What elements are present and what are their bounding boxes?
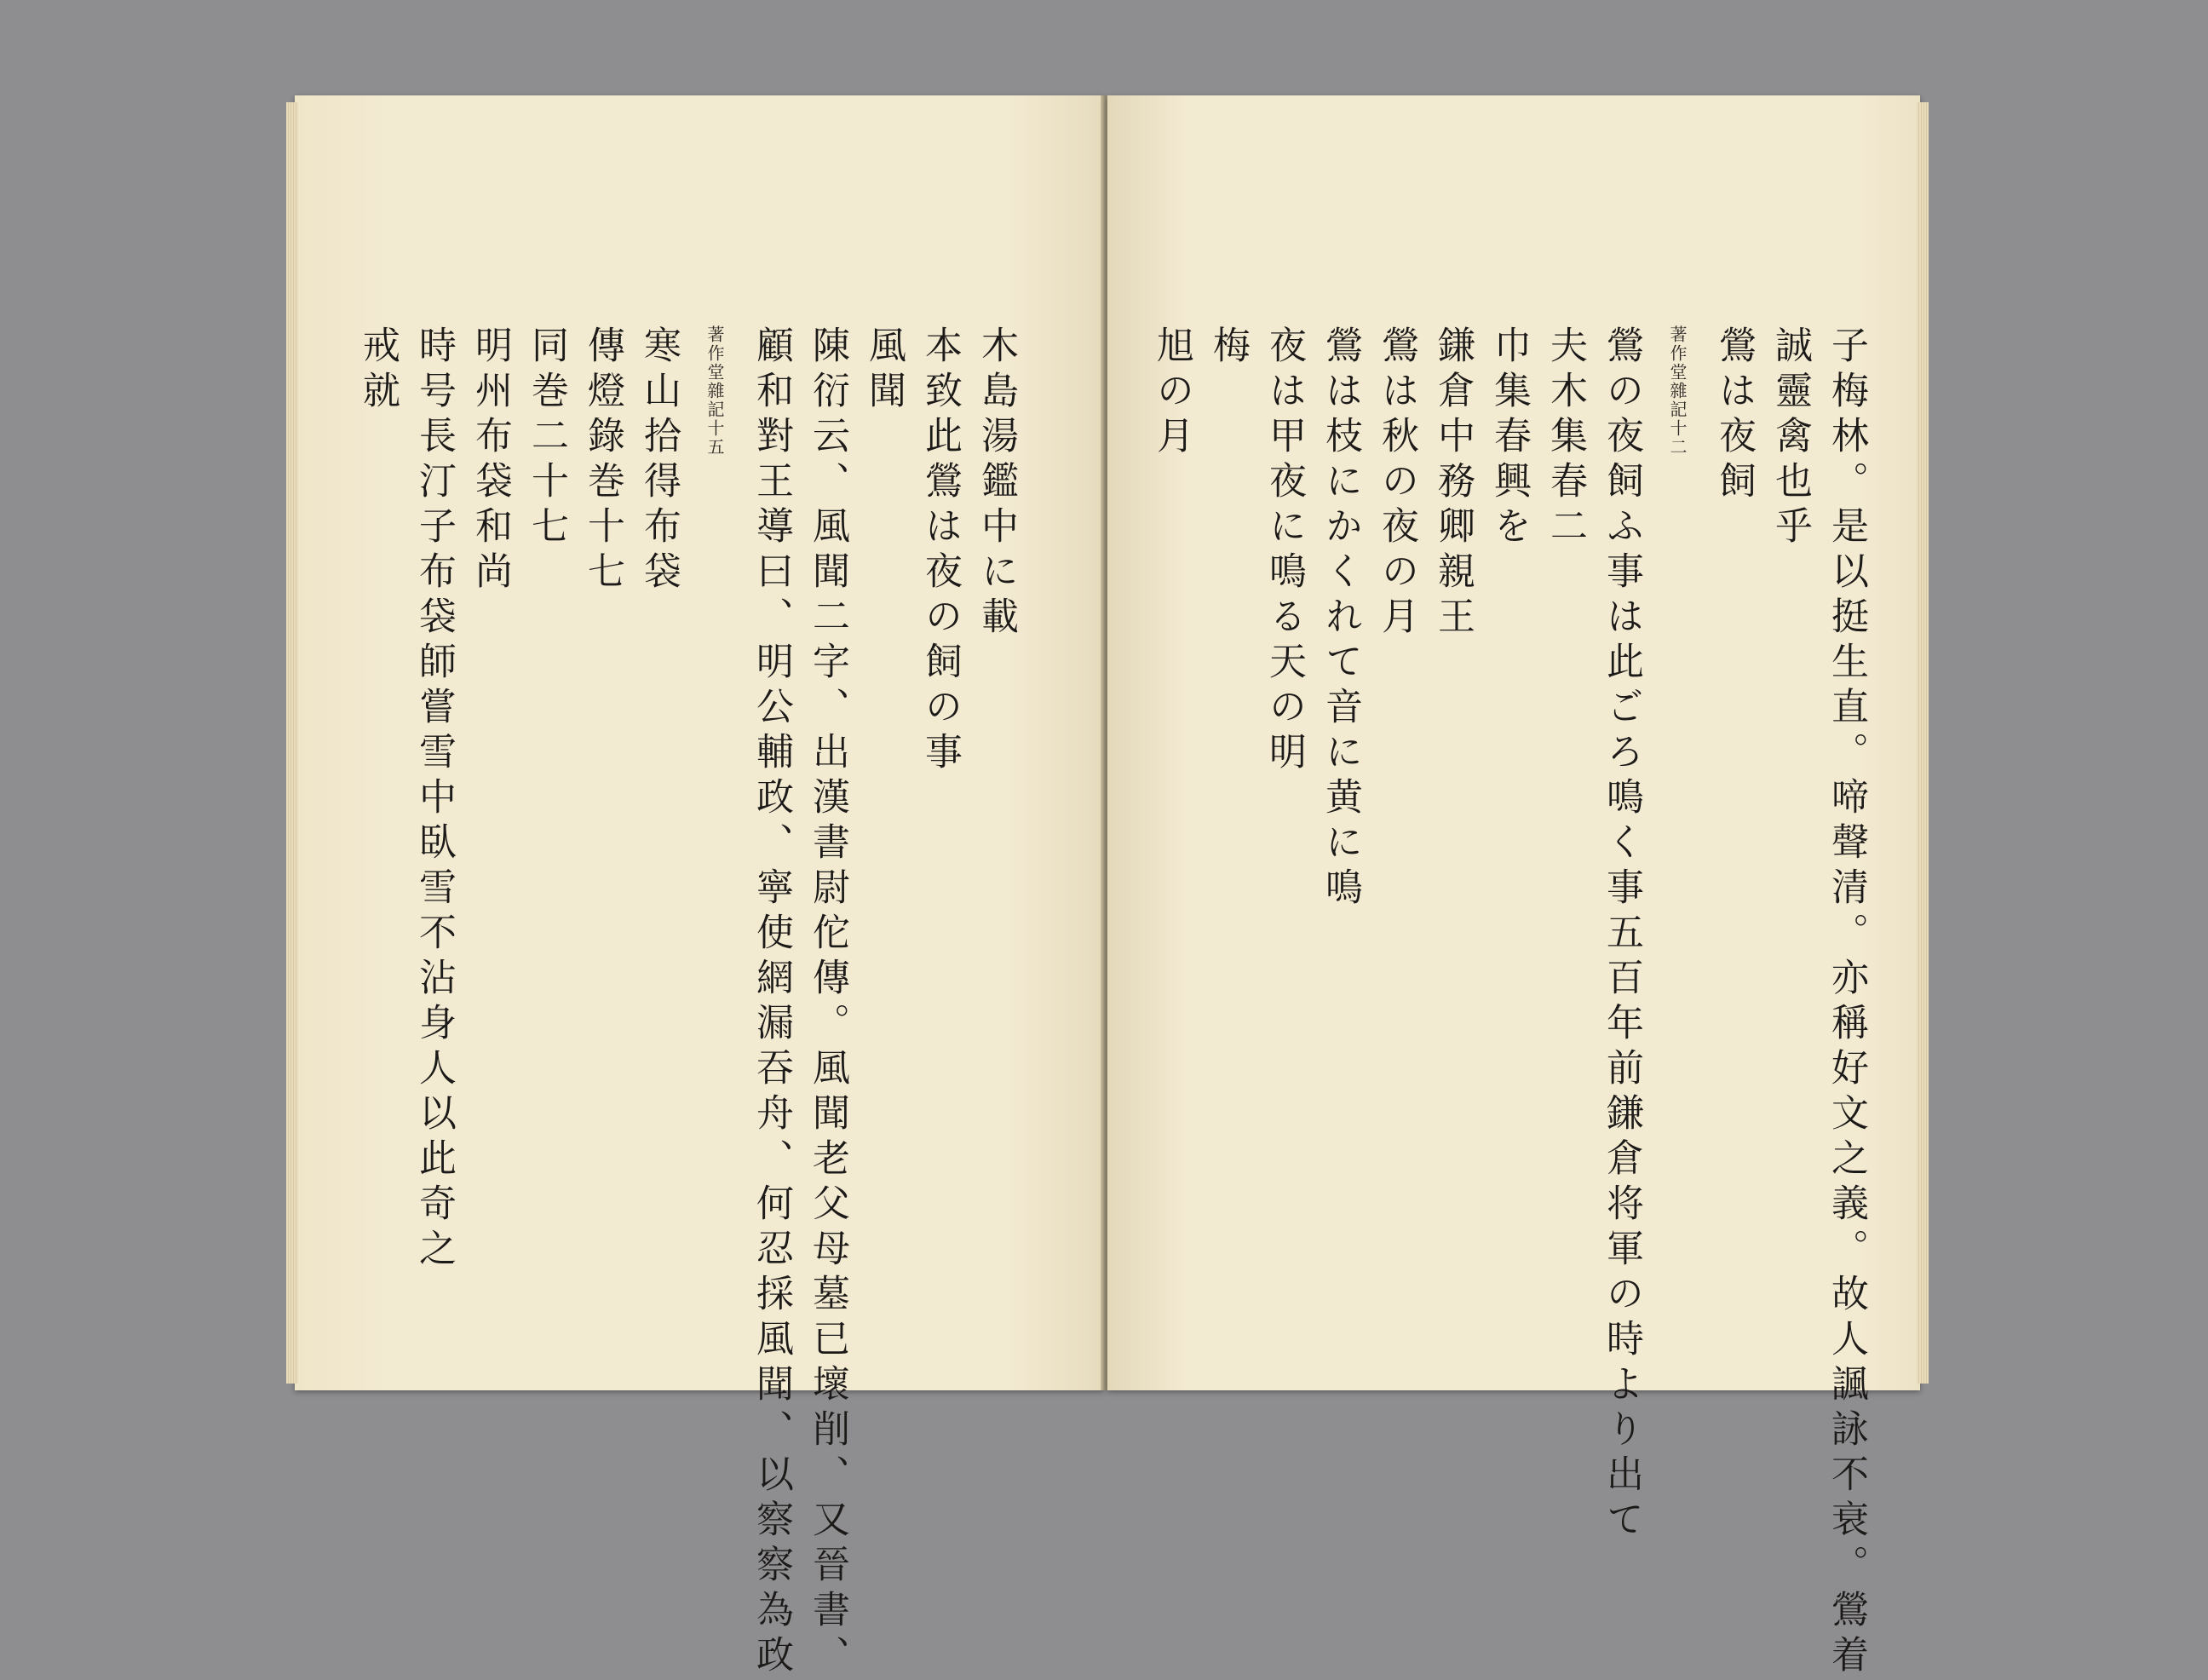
- open-book: [295, 95, 1920, 1680]
- left-page: [295, 95, 1104, 1680]
- text-column: 鎌倉中務卿親王: [1431, 325, 1475, 642]
- text-column: 夫木集春二: [1544, 325, 1587, 551]
- text-column: 鶯は夜飼: [1712, 325, 1756, 506]
- annotation-column: 著作堂雜記十五: [704, 325, 725, 457]
- text-column: 旭の月: [1150, 325, 1193, 461]
- text-column: 子梅林。是以挺生直。啼聲清。亦稱好文之義。故人諷詠不衰。鶯着: [1825, 325, 1868, 1680]
- text-column: 時号長汀子布袋師嘗雪中臥雪不沾身人以此奇之: [412, 325, 456, 1274]
- annotation-column: 著作堂雜記十二: [1667, 325, 1688, 457]
- text-column: 夜は甲夜に鳴る天の明: [1262, 325, 1306, 777]
- text-column: 戒就: [356, 325, 400, 416]
- text-column: 明州布袋和尚: [469, 325, 512, 596]
- left-page-columns: [342, 325, 1024, 1680]
- text-column: 梅: [1206, 325, 1250, 371]
- text-column: 木島湯鑑中に載: [975, 325, 1018, 642]
- text-column: 鶯は枝にかくれて音に黄に鳴: [1319, 325, 1362, 912]
- text-column: 顧和對王導曰、明公輔政、寧使網漏吞舟、何忍採風聞、以察察為政: [750, 325, 793, 1680]
- text-column: 陳衍云、風聞二字、出漢書尉佗傳。風聞老父母墓已壞削、又晉書、: [806, 325, 849, 1680]
- left-page-edge: [286, 102, 298, 1384]
- text-column: 同巻二十七: [525, 325, 568, 551]
- text-column: 巾集春興を: [1487, 325, 1531, 551]
- text-column: 寒山拾得布袋: [637, 325, 681, 596]
- text-column: 誠靈禽也乎: [1768, 325, 1812, 551]
- text-column: 鶯の夜飼ふ事は此ごろ鳴く事五百年前鎌倉将軍の時より出て: [1600, 325, 1643, 1545]
- right-page: [1107, 95, 1920, 1680]
- text-column: 鶯は秋の夜の月: [1375, 325, 1418, 642]
- text-column: 本致此鶯は夜の飼の事: [918, 325, 962, 777]
- text-column: 風聞: [862, 325, 906, 416]
- text-column: 傳燈錄巻十七: [581, 325, 624, 596]
- right-page-edge: [1917, 102, 1929, 1384]
- right-page-columns: [1150, 325, 1874, 1680]
